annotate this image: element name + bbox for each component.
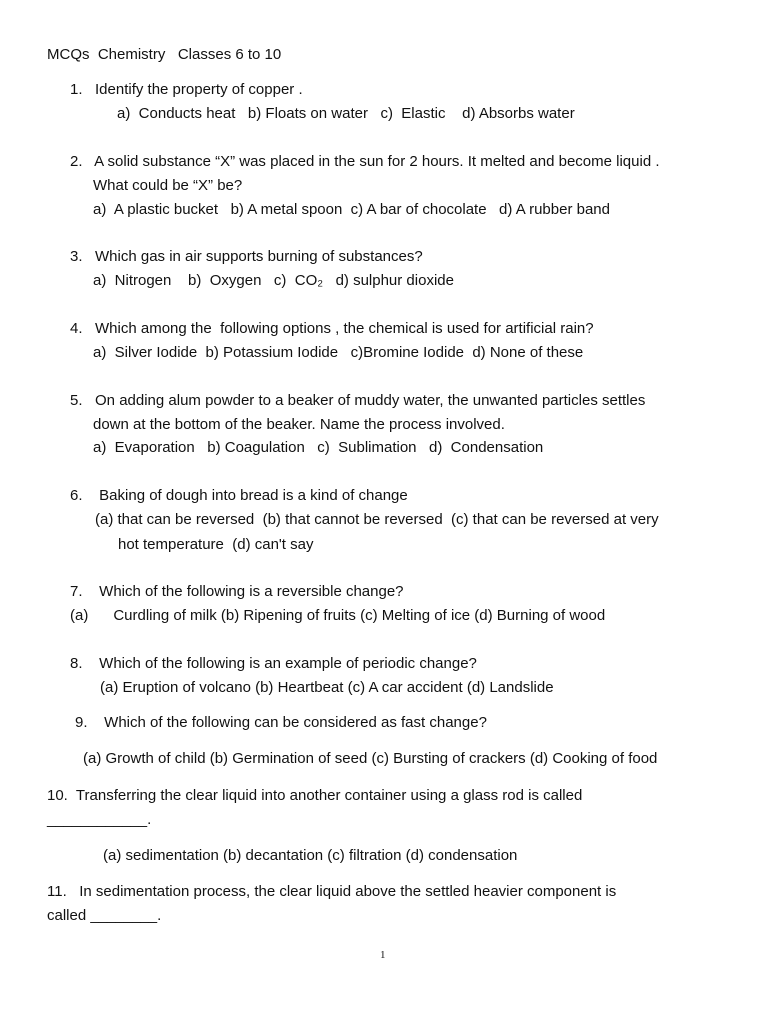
page-header: MCQs Chemistry Classes 6 to 10 xyxy=(47,46,282,63)
question-text: 2. A solid substance “X” was placed in the sun for 2 hours. It melted and become liquid . xyxy=(70,153,660,170)
question-text: 5. On adding alum powder to a beaker of muddy water, the unwanted particles settles xyxy=(70,392,646,409)
question-options: (a) Growth of child (b) Germination of seed (c) Bursting of crackers (d) Cooking of food xyxy=(83,750,658,767)
question-text: 9. Which of the following can be considered as fast change? xyxy=(75,714,487,731)
question-options: a) Silver Iodide b) Potassium Iodide c)Bromine Iodide d) None of these xyxy=(93,344,584,361)
question-text: called ________. xyxy=(47,907,162,924)
question-text: 8. Which of the following is an example of periodic change? xyxy=(70,655,477,672)
question-text: What could be “X” be? xyxy=(93,177,243,194)
question-options: a) Nitrogen b) Oxygen c) CO₂ d) sulphur dioxide xyxy=(93,272,454,289)
question-options: (a) Curdling of milk (b) Ripening of fruits (c) Melting of ice (d) Burning of wood xyxy=(70,607,606,624)
question-text: 10. Transferring the clear liquid into another container using a glass rod is called xyxy=(47,787,583,804)
question-options: (a) sedimentation (b) decantation (c) filtration (d) condensation xyxy=(103,847,518,864)
question-options: (a) Eruption of volcano (b) Heartbeat (c) A car accident (d) Landslide xyxy=(100,679,554,696)
question-text: 1. Identify the property of copper . xyxy=(70,81,303,98)
question-options: (a) that can be reversed (b) that cannot be reversed (c) that can be reversed at very xyxy=(95,511,659,528)
question-text: 3. Which gas in air supports burning of substances? xyxy=(70,248,423,265)
page-number: 1 xyxy=(380,949,386,961)
question-text: down at the bottom of the beaker. Name the process involved. xyxy=(93,416,505,433)
question-options: hot temperature (d) can't say xyxy=(118,536,314,553)
question-text: ____________. xyxy=(47,811,152,828)
question-text: 11. In sedimentation process, the clear liquid above the settled heavier component is xyxy=(47,883,617,900)
question-text: 4. Which among the following options , the chemical is used for artificial rain? xyxy=(70,320,594,337)
question-options: a) Evaporation b) Coagulation c) Sublimation d) Condensation xyxy=(93,439,544,456)
question-options: a) Conducts heat b) Floats on water c) Elastic d) Absorbs water xyxy=(117,105,575,122)
question-options: a) A plastic bucket b) A metal spoon c) A bar of chocolate d) A rubber band xyxy=(93,201,610,218)
question-text: 6. Baking of dough into bread is a kind of change xyxy=(70,487,408,504)
question-text: 7. Which of the following is a reversible change? xyxy=(70,583,404,600)
